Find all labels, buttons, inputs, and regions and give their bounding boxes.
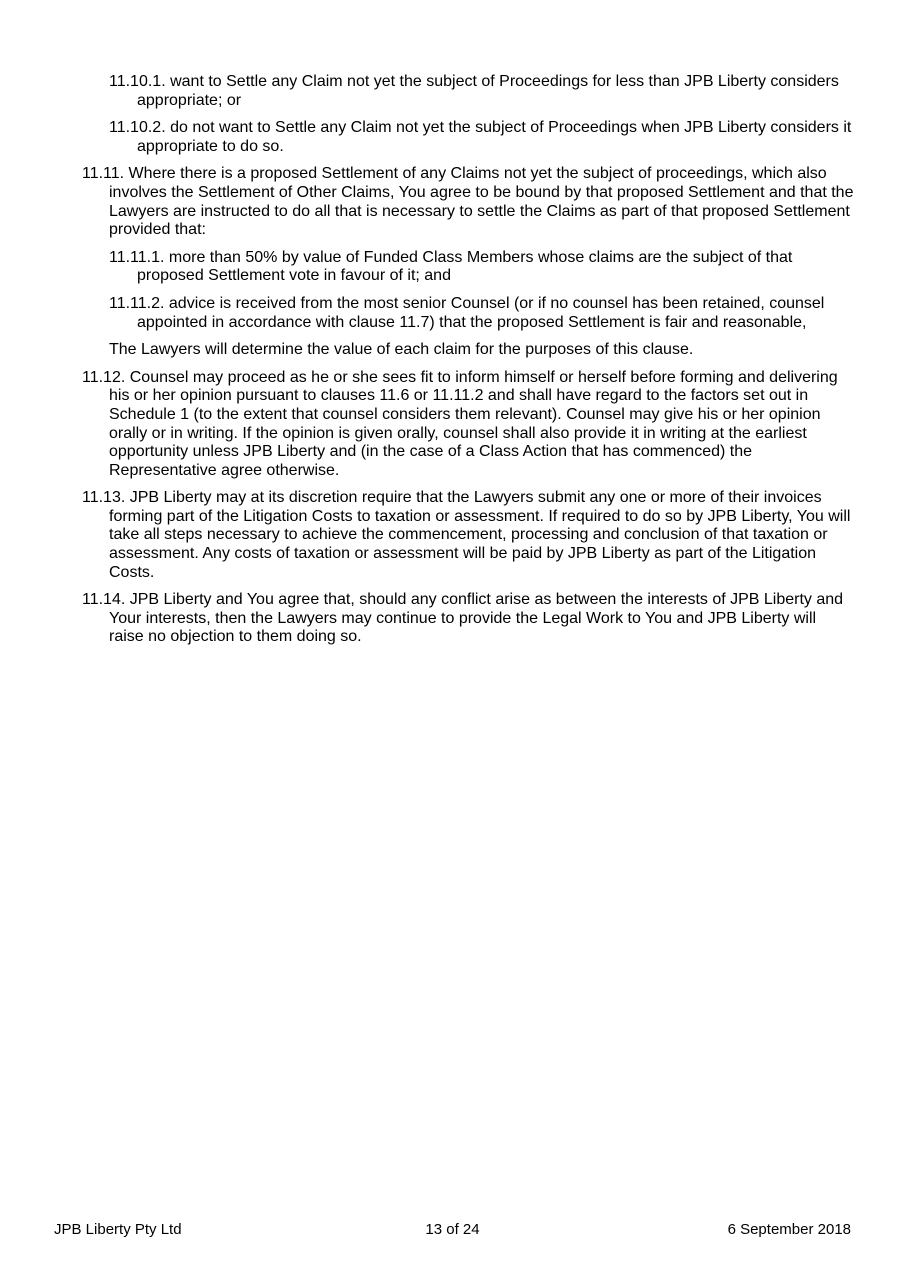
clause-11-11-1: 11.11.1. more than 50% by value of Funded Class Members whose claims are the subject of that proposed Settlement vote in favour of it; and: [109, 248, 793, 285]
clause-11-12: 11.12. Counsel may proceed as he or she sees fit to inform himself or herself before forming and delivering his or her opinion pursuant to clauses 11.6 or 11.11.2 and shall have regard to the factors set out in Schedule 1 (to the extent that counsel considers them relevant). Counsel may give his or her opinion orally or in writing. If the opinion is given orally, counsel shall also provide it in writing at the earliest opportunity unless JPB Liberty and (in the case of a Class Action that has commenced) the Representative agree otherwise.: [82, 368, 838, 479]
clause-11-10-1: 11.10.1. want to Settle any Claim not yet the subject of Proceedings for less than JPB Liberty considers appropriate; or: [109, 73, 839, 109]
footer-date: 6 September 2018: [727, 1221, 851, 1238]
clause-11-13: 11.13. JPB Liberty may at its discretion require that the Lawyers submit any one or more of their invoices forming part of the Litigation Costs to taxation or assessment. If required to do so by JPB Liberty, You will take all steps necessary to achieve the commencement, processing and conclusion of that taxation or assessment. Any costs of taxation or assessment will be paid by JPB Liberty as part of the Litigation Costs.: [82, 489, 851, 581]
clause-11-11: 11.11. Where there is a proposed Settlement of any Claims not yet the subject of proceedings, which also involves the Settlement of Other Claims, You agree to be bound by that proposed Settlement and that the Lawyers are instructed to do all that is necessary to settle the Claims as part of that proposed Settlement provided that:: [82, 165, 854, 239]
document-body: [82, 73, 854, 656]
clause-11-11-2: 11.11.2. advice is received from the most senior Counsel (or if no counsel has been retained, counsel appointed in accordance with clause 11.7) that the proposed Settlement is fair and reasonable,: [109, 294, 825, 331]
clause-11-10-2: 11.10.2. do not want to Settle any Claim not yet the subject of Proceedings when JPB Liberty considers it appropriate to do so.: [109, 119, 852, 155]
page-footer: [54, 1220, 851, 1240]
footer-company: JPB Liberty Pty Ltd: [54, 1221, 182, 1238]
clause-11-14: 11.14. JPB Liberty and You agree that, should any conflict arise as between the interests of JPB Liberty and Your interests, then the Lawyers may continue to provide the Legal Work to You and JPB Liberty will raise no objection to them doing so.: [82, 591, 844, 646]
clause-11-11-note: The Lawyers will determine the value of each claim for the purposes of this clause.: [109, 341, 694, 359]
footer-page-number: 13 of 24: [425, 1221, 480, 1238]
